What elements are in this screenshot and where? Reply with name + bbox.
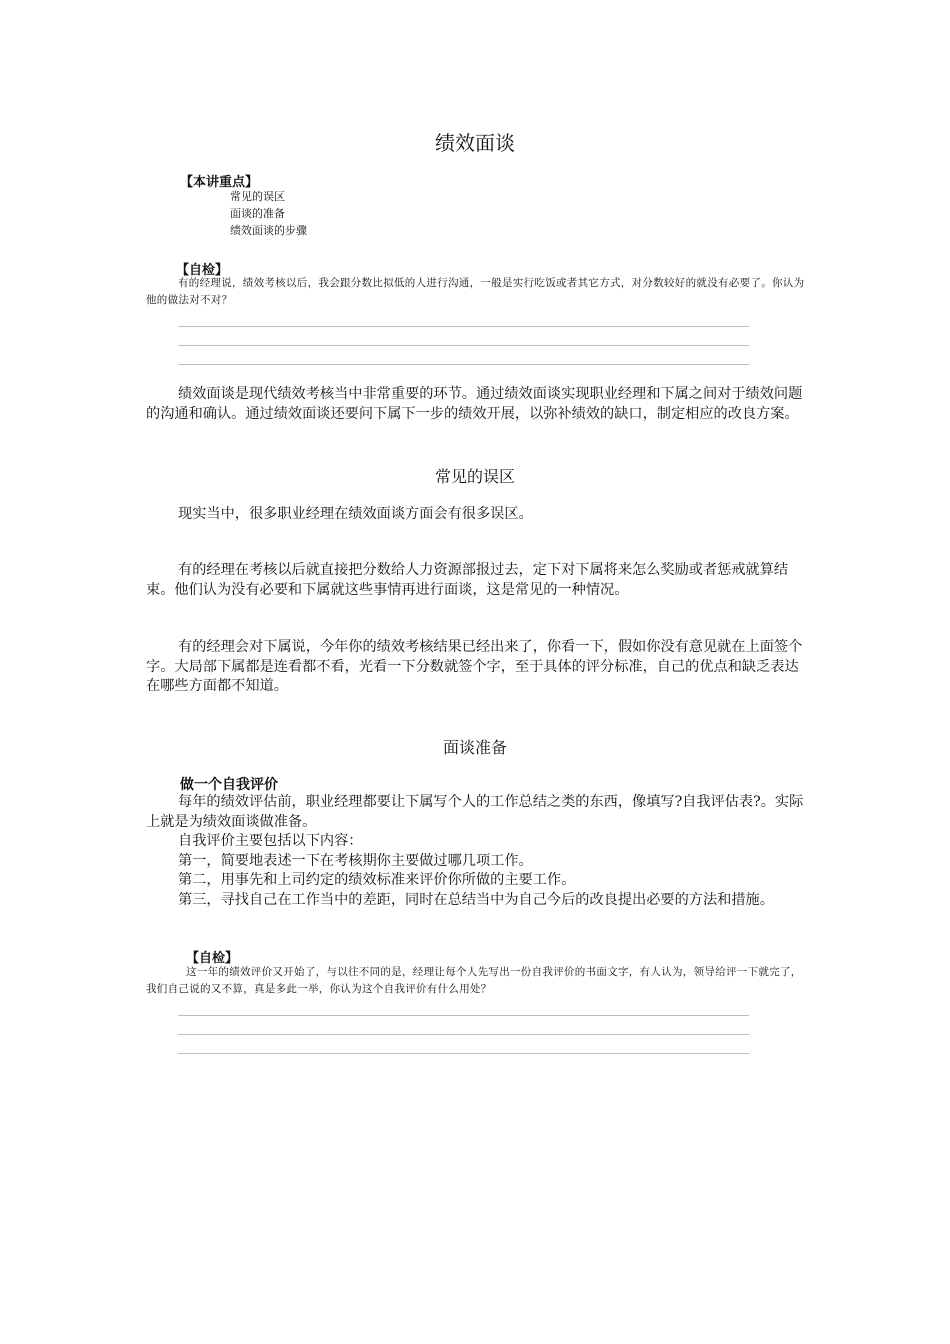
key-point-item: 绩效面谈的步骤 bbox=[230, 224, 307, 237]
answer-line bbox=[178, 345, 749, 346]
paragraph: 有的经理在考核以后就直接把分数给人力资源部报过去，定下对下属将来怎么奖励或者惩戒就算结束。他们认为没有必要和下属就这些事情再进行面谈，这是常见的一种情况。 bbox=[146, 562, 789, 598]
self-check-label: 【自检】 bbox=[186, 951, 239, 966]
paragraph: 每年的绩效评估前，职业经理都要让下属写个人的工作总结之类的东西，像填写?自我评估表?。实际上就是为绩效面谈做准备。 bbox=[146, 794, 804, 830]
self-check-question: 有的经理说，绩效考核以后，我会跟分数比拟低的人进行沟通，一般是实行吃饭或者其它方式，对分数较好的就没有必要了。你认为他的做法对不对？ bbox=[146, 277, 805, 306]
paragraph: 现实当中，很多职业经理在绩效面谈方面会有很多误区。 bbox=[178, 506, 533, 522]
section-heading-misconceptions: 常见的误区 bbox=[434, 467, 515, 486]
key-point-item: 面谈的准备 bbox=[230, 207, 285, 220]
section-heading-preparation: 面谈准备 bbox=[442, 738, 507, 757]
self-check-label: 【自检】 bbox=[176, 263, 229, 278]
answer-line bbox=[178, 1015, 749, 1016]
paragraph: 第三，寻找自己在工作当中的差距，同时在总结当中为自己今后的改良提出必要的方法和措施。 bbox=[178, 891, 774, 908]
paragraph: 第一，简要地表述一下在考核期你主要做过哪几项工作。 bbox=[178, 852, 533, 869]
paragraph: 有的经理会对下属说，今年你的绩效考核结果已经出来了，你看一下，假如你没有意见就在上面签个字。大局部下属都是连看都不看，光看一下分数就签个字，至于具体的评分标准，自己的优点和缺乏表达在哪些方面都不知道。 bbox=[146, 639, 803, 694]
preparation-body bbox=[146, 793, 806, 910]
document-title: 绩效面谈 bbox=[435, 131, 515, 155]
answer-line bbox=[178, 1034, 749, 1035]
answer-line bbox=[178, 326, 749, 327]
answer-line bbox=[178, 364, 749, 365]
intro-paragraph: 绩效面谈是现代绩效考核当中非常重要的环节。通过绩效面谈实现职业经理和下属之间对于绩效问题的沟通和确认。通过绩效面谈还要问下属下一步的绩效开展，以弥补绩效的缺口，制定相应的改良方案。 bbox=[146, 386, 803, 422]
subheading-self-evaluation: 做一个自我评价 bbox=[180, 777, 278, 793]
paragraph: 自我评价主要包括以下内容： bbox=[178, 833, 363, 849]
self-check-question: 这一年的绩效评价又开始了，与以往不同的是，经理让每个人先写出一份自我评价的书面文字，有人认为，领导给评一下就完了，我们自己说的又不算，真是多此一举，你认为这个自我评价有什么用处？ bbox=[146, 966, 802, 995]
answer-line bbox=[178, 1053, 749, 1054]
paragraph: 第二，用事先和上司约定的绩效标准来评价你所做的主要工作。 bbox=[178, 872, 576, 888]
key-points-list bbox=[230, 188, 307, 239]
key-point-item: 常见的误区 bbox=[230, 190, 285, 203]
key-points-label: 【本讲重点】 bbox=[180, 175, 259, 190]
